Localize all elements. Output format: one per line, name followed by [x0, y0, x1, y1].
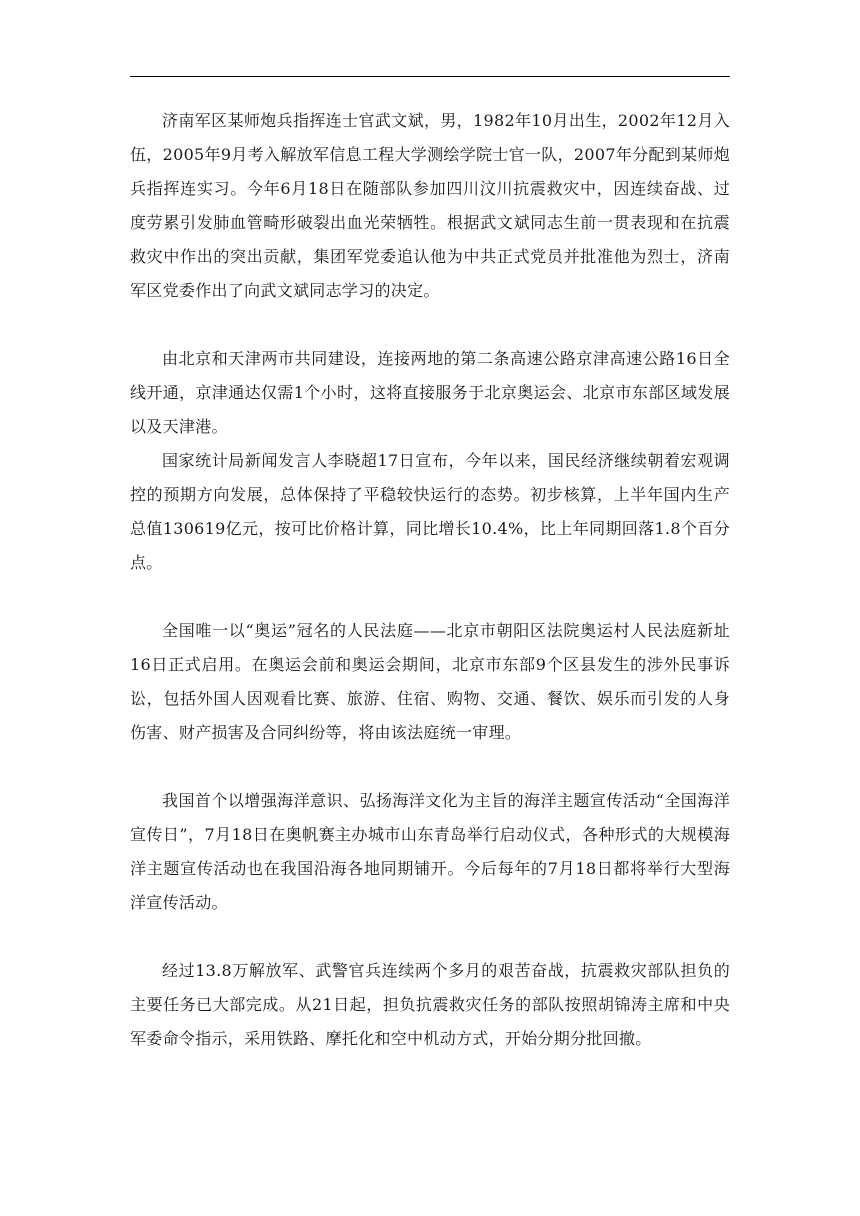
paragraph-ocean-day: 我国首个以增强海洋意识、弘扬海洋文化为主旨的海洋主题宣传活动“全国海洋宣传日”，7月18日在奥帆赛主办城市山东青岛举行启动仪式，各种形式的大规模海洋主题宣传活动也在我国沿海各地同期铺开。今后每年的7月18日都将举行大型海洋宣传活动。 — [130, 791, 730, 912]
paragraph-gap — [130, 920, 730, 954]
header-rule — [130, 76, 730, 77]
paragraph-gap — [130, 580, 730, 614]
paragraph-jingjin-expressway: 由北京和天津两市共同建设，连接两地的第二条高速公路京津高速公路16日全线开通，京津通达仅需1个小时，这将直接服务于北京奥运会、北京市东部区域发展以及天津港。 — [130, 349, 730, 436]
document-body — [130, 104, 730, 1056]
paragraph-gap — [130, 308, 730, 342]
paragraph-troop-withdrawal: 经过13.8万解放军、武警官兵连续两个多月的艰苦奋战，抗震救灾部队担负的主要任务已大部完成。从21日起，担负抗震救灾任务的部队按照胡锦涛主席和中央军委命令指示，采用铁路、摩托化和空中机动方式，开始分期分批回撤。 — [130, 961, 730, 1048]
paragraph-gap — [130, 750, 730, 784]
paragraph-olympic-court: 全国唯一以“奥运”冠名的人民法庭——北京市朝阳区法院奥运村人民法庭新址16日正式启用。在奥运会前和奥运会期间，北京市东部9个区县发生的涉外民事诉讼，包括外国人因观看比赛、旅游、住宿、购物、交通、餐饮、娱乐而引发的人身伤害、财产损害及合同纠纷等，将由该法庭统一审理。 — [130, 621, 730, 742]
paragraph-gdp-report: 国家统计局新闻发言人李晓超17日宣布，今年以来，国民经济继续朝着宏观调控的预期方向发展，总体保持了平稳较快运行的态势。初步核算，上半年国内生产总值130619亿元，按可比价格计算，同比增长10.4%，比上年同期回落1.8个百分点。 — [130, 451, 730, 572]
paragraph-wu-wenbin: 济南军区某师炮兵指挥连士官武文斌，男，1982年10月出生，2002年12月入伍，2005年9月考入解放军信息工程大学测绘学院士官一队，2007年分配到某师炮兵指挥连实习。今年6月18日在随部队参加四川汶川抗震救灾中，因连续奋战、过度劳累引发肺血管畸形破裂出血光荣牺牲。根据武文斌同志生前一贯表现和在抗震救灾中作出的突出贡献，集团军党委追认他为中共正式党员并批准他为烈士，济南军区党委作出了向武文斌同志学习的决定。 — [130, 111, 730, 300]
